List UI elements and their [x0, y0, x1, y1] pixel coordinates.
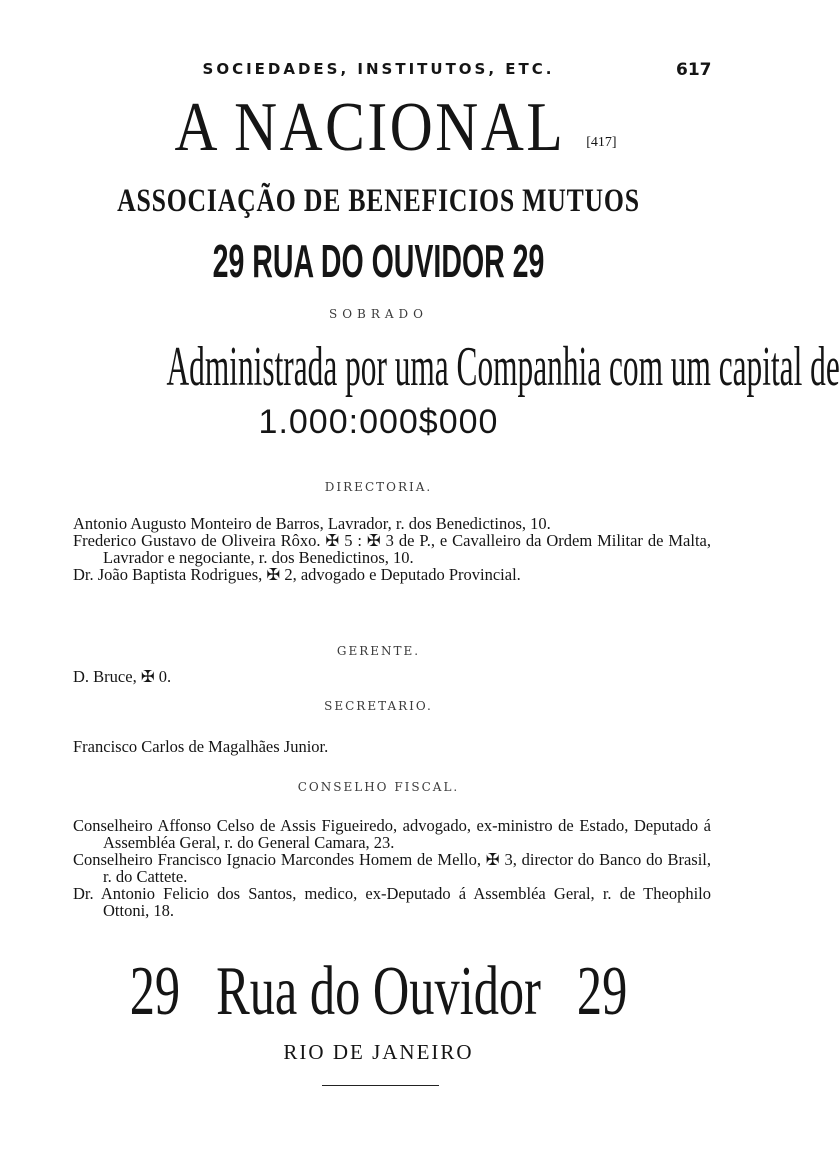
- list-item: Dr. Antonio Felicio dos Santos, medico, ex-Deputado á Assembléa Geral, r. de Theophilo Ottoni, 18.: [73, 884, 711, 920]
- page-number: 617: [676, 60, 712, 80]
- directoria-list: [73, 515, 711, 583]
- capital-amount: 1.000:000$000: [258, 403, 499, 441]
- divider: [322, 1085, 439, 1086]
- gerente-heading: GERENTE.: [336, 644, 421, 658]
- conselho-heading: CONSELHO FISCAL.: [297, 780, 460, 794]
- list-item: D. Bruce, ✠ 0.: [73, 667, 172, 686]
- footer-address: [106, 952, 651, 1032]
- title-row: [0, 88, 757, 168]
- gerente-list: [73, 668, 711, 685]
- list-item: Conselheiro Francisco Ignacio Marcondes Homem de Mello, ✠ 3, director do Banco do Brasil, r. do Cattete.: [73, 850, 711, 886]
- list-item: Frederico Gustavo de Oliveira Rôxo. ✠ 5 : ✠ 3 de P., e Cavalleiro da Ordem Militar de Malta, Lavrador e negociante, r. dos Benedictinos, 10.: [73, 531, 711, 567]
- list-item: Dr. João Baptista Rodrigues, ✠ 2, advogado e Deputado Provincial.: [73, 565, 521, 584]
- floor-label: SOBRADO: [328, 307, 429, 321]
- address-headline: 29 RUA DO OUVIDOR 29: [212, 235, 545, 287]
- directoria-heading: DIRECTORIA.: [324, 480, 433, 494]
- secretario-list: [73, 738, 711, 755]
- administration-line: Administrada por uma Companhia com um capital de: [166, 336, 840, 398]
- running-head: SOCIEDADES, INSTITUTOS, ETC.: [202, 60, 555, 78]
- city: RIO DE JANEIRO: [283, 1040, 474, 1064]
- subtitle: ASSOCIAÇÃO DE BENEFICIOS MUTUOS: [117, 183, 640, 219]
- conselho-list: [73, 817, 711, 919]
- page-title: A NACIONAL: [174, 89, 566, 166]
- footer-number-left: 29: [129, 953, 181, 1030]
- footer-street: Rua do Ouvidor: [216, 953, 541, 1030]
- footer-number-right: 29: [576, 953, 628, 1030]
- secretario-heading: SECRETARIO.: [324, 699, 433, 713]
- title-reference: [417]: [586, 135, 617, 150]
- list-item: Antonio Augusto Monteiro de Barros, Lavrador, r. dos Benedictinos, 10.: [73, 514, 551, 533]
- list-item: Francisco Carlos de Magalhães Junior.: [73, 737, 329, 756]
- list-item: Conselheiro Affonso Celso de Assis Figueiredo, advogado, ex-ministro de Estado, Deputado á Assembléa Geral, r. do General Camara, 23.: [73, 816, 711, 852]
